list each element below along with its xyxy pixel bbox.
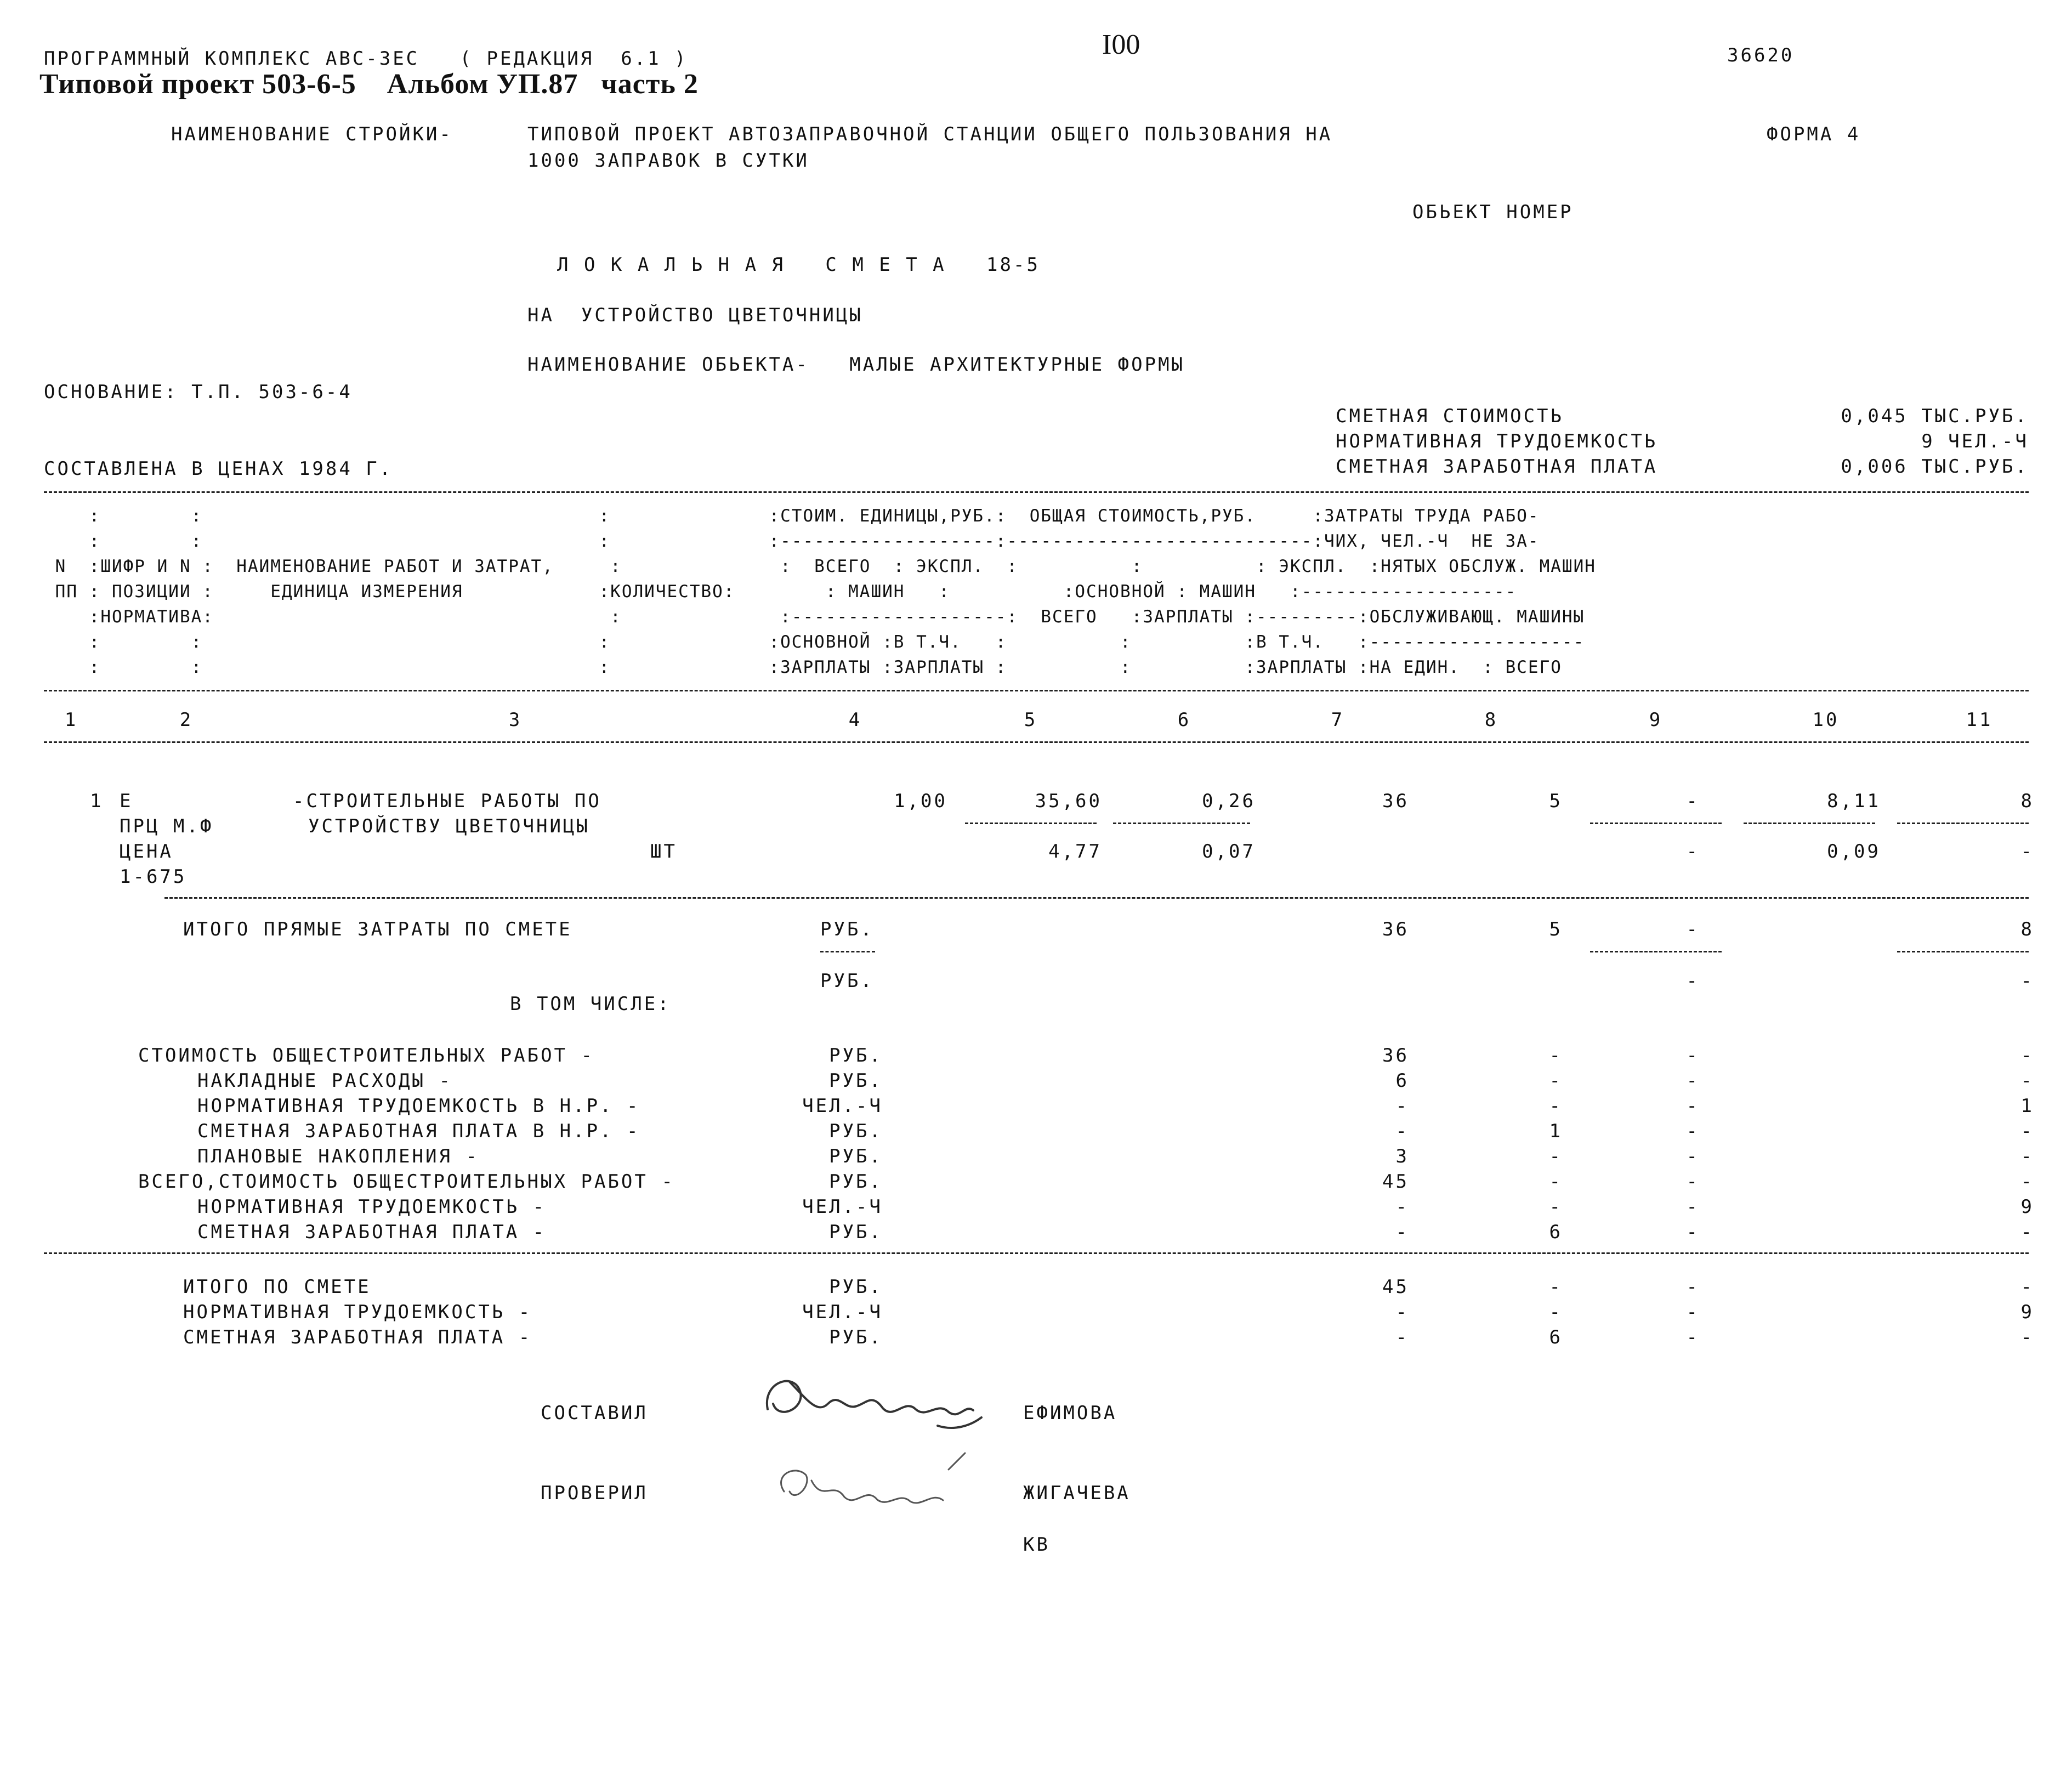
summary-value-labor: 9 ЧЕЛ.-Ч <box>1921 430 2029 452</box>
row-label: ПЛАНОВЫЕ НАКОПЛЕНИЯ - <box>197 1145 479 1167</box>
summary-label-salary: СМЕТНАЯ ЗАРАБОТНАЯ ПЛАТА <box>1336 456 1658 478</box>
col-number: 11 <box>1966 709 1993 731</box>
signature-efimova <box>757 1360 998 1442</box>
item-maint-total: - <box>2020 841 2034 863</box>
row-label: СМЕТНАЯ ЗАРАБОТНАЯ ПЛАТА - <box>183 1326 532 1348</box>
col-number: 7 <box>1331 709 1345 731</box>
row-machine: - <box>1686 1326 1700 1348</box>
row-machine: - <box>1686 1171 1700 1193</box>
row-machine: - <box>1686 1276 1700 1298</box>
row-total: - <box>1395 1196 1409 1218</box>
summary-label-cost: СМЕТНАЯ СТОИМОСТЬ <box>1336 405 1564 427</box>
object-name: НАИМЕНОВАНИЕ ОБЬЕКТА- МАЛЫЕ АРХИТЕКТУРНЫЕ ФОРМЫ <box>527 354 1185 376</box>
item-name: УСТРОЙСТВУ ЦВЕТОЧНИЦЫ <box>308 815 590 837</box>
direct-costs-machine: - <box>1686 918 1700 940</box>
row-base-salary: 6 <box>1549 1326 1563 1348</box>
col-number: 3 <box>508 709 523 731</box>
summary-label-labor: НОРМАТИВНАЯ ТРУДОЕМКОСТЬ <box>1336 430 1658 452</box>
row-labor: 1 <box>2020 1095 2034 1117</box>
row-base-salary: - <box>1549 1196 1563 1218</box>
row-unit: РУБ. <box>829 1070 883 1092</box>
construction-label: НАИМЕНОВАНИЕ СТРОЙКИ- <box>171 123 453 145</box>
row-labor: - <box>2020 1171 2034 1193</box>
row-unit: ЧЕЛ.-Ч <box>802 1196 883 1218</box>
row-label: СТОИМОСТЬ ОБЩЕСТРОИТЕЛЬНЫХ РАБОТ - <box>138 1045 594 1067</box>
item-total: 36 <box>1382 790 1409 812</box>
col-number: 4 <box>848 709 862 731</box>
row-total: 6 <box>1395 1070 1409 1092</box>
initials: КВ <box>1023 1534 1050 1556</box>
row-unit: РУБ. <box>829 1326 883 1348</box>
header-line: : : : :СТОИМ. ЕДИНИЦЫ,РУБ.: ОБЩАЯ СТОИМОСТЬ,РУБ. :ЗАТРАТЫ ТРУДА РАБО- <box>44 506 1540 526</box>
construction-name-2: 1000 ЗАПРАВОК В СУТКИ <box>527 150 809 172</box>
row-labor: 9 <box>2020 1301 2034 1323</box>
row-labor: - <box>2020 1070 2034 1092</box>
separator-line <box>44 741 2029 743</box>
row-total: - <box>1395 1221 1409 1243</box>
row-machine: - <box>1686 1145 1700 1167</box>
including-label: В ТОМ ЧИСЛЕ: <box>510 993 671 1015</box>
item-labor-total: 8 <box>2020 790 2034 812</box>
separator-line <box>44 1252 2029 1254</box>
item-name: -СТРОИТЕЛЬНЫЕ РАБОТЫ ПО <box>293 790 601 812</box>
composed-by-name: ЕФИМОВА <box>1023 1402 1117 1424</box>
row-machine: - <box>1686 1120 1700 1142</box>
col-number: 10 <box>1812 709 1840 731</box>
row-base-salary: - <box>1549 1276 1563 1298</box>
row-label: ИТОГО ПО СМЕТЕ <box>183 1276 371 1298</box>
row-unit: ЧЕЛ.-Ч <box>802 1301 883 1323</box>
checked-by-name: ЖИГАЧЕВА <box>1023 1482 1131 1504</box>
summary-value-salary: 0,006 ТЫС.РУБ. <box>1841 456 2029 478</box>
row-base-salary: - <box>1549 1045 1563 1067</box>
row-total: 36 <box>1382 1045 1409 1067</box>
row-base-salary: - <box>1549 1171 1563 1193</box>
project-line: Типовой проект 503-6-5 Альбом УП.87 часть 2 <box>39 69 699 100</box>
item-machine-salary: - <box>1686 841 1700 863</box>
row-unit: РУБ. <box>829 1221 883 1243</box>
row-machine: - <box>1686 1095 1700 1117</box>
row-total: 3 <box>1395 1145 1409 1167</box>
separator-line <box>44 491 2029 493</box>
row-total: - <box>1395 1120 1409 1142</box>
doc-number: 36620 <box>1727 44 1795 66</box>
col-number: 6 <box>1177 709 1191 731</box>
row-machine: - <box>1686 1045 1700 1067</box>
col-number: 2 <box>179 709 194 731</box>
item-unit-machine-salary: 0,07 <box>1202 841 1256 863</box>
row-label: СМЕТНАЯ ЗАРАБОТНАЯ ПЛАТА В Н.Р. - <box>197 1120 640 1142</box>
separator-line <box>44 690 2029 691</box>
item-unit-total: 35,60 <box>1035 790 1102 812</box>
estimate-subject: НА УСТРОЙСТВО ЦВЕТОЧНИЦЫ <box>527 304 863 326</box>
row-base-salary: 1 <box>1549 1120 1563 1142</box>
row-unit: РУБ. <box>829 1045 883 1067</box>
row-unit: РУБ. <box>829 1145 883 1167</box>
header-line: :НОРМАТИВА: : :-------------------: ВСЕГО :ЗАРПЛАТЫ :---------:ОБСЛУЖИВАЮЩ. МАШИНЫ <box>44 607 1585 627</box>
item-code: Е <box>120 790 133 812</box>
header-line: N :ШИФР И N : НАИМЕНОВАНИЕ РАБОТ И ЗАТРАТ, : : ВСЕГО : ЭКСПЛ. : : : ЭКСПЛ. :НЯТЫХ ОБСЛУЖ. МАШИН <box>44 557 1596 576</box>
item-maint-unit: 0,09 <box>1827 841 1881 863</box>
direct-costs-base-salary: 5 <box>1549 918 1563 940</box>
separator-line <box>1590 951 1722 952</box>
row-label: ВСЕГО,СТОИМОСТЬ ОБЩЕСТРОИТЕЛЬНЫХ РАБОТ - <box>138 1171 675 1193</box>
row-unit: РУБ. <box>829 1276 883 1298</box>
row-base-salary: - <box>1549 1301 1563 1323</box>
row-labor: - <box>2020 1145 2034 1167</box>
signature-zhigacheva <box>768 1448 998 1524</box>
row-label: НОРМАТИВНАЯ ТРУДОЕМКОСТЬ - <box>183 1301 532 1323</box>
row-labor: - <box>2020 1120 2034 1142</box>
col-number: 9 <box>1649 709 1663 731</box>
row-total: 45 <box>1382 1276 1409 1298</box>
row-base-salary: - <box>1549 1070 1563 1092</box>
summary-value-cost: 0,045 ТЫС.РУБ. <box>1841 405 2029 427</box>
item-code: ЦЕНА <box>120 841 173 863</box>
row-base-salary: - <box>1549 1095 1563 1117</box>
row-unit: РУБ. <box>829 1171 883 1193</box>
checked-by-label: ПРОВЕРИЛ <box>541 1482 648 1504</box>
header-line: ПП : ПОЗИЦИИ : ЕДИНИЦА ИЗМЕРЕНИЯ :КОЛИЧЕСТВО: : МАШИН : :ОСНОВНОЙ : МАШИН :------------------- <box>44 582 1517 602</box>
row-label: СМЕТНАЯ ЗАРАБОТНАЯ ПЛАТА - <box>197 1221 547 1243</box>
estimate-title: Л О К А Л Ь Н А Я С М Е Т А 18-5 <box>557 254 1040 276</box>
row-labor: 9 <box>2020 1196 2034 1218</box>
separator-line <box>965 823 1097 824</box>
direct-costs-label: ИТОГО ПРЯМЫЕ ЗАТРАТЫ ПО СМЕТЕ <box>183 918 572 940</box>
direct-costs-unit: РУБ. <box>820 918 874 940</box>
col-number: 1 <box>64 709 78 731</box>
composed-by-label: СОСТАВИЛ <box>541 1402 648 1424</box>
row-labor: - <box>2020 1276 2034 1298</box>
row-label: НОРМАТИВНАЯ ТРУДОЕМКОСТЬ - <box>197 1196 547 1218</box>
item-machine: - <box>1686 790 1700 812</box>
row-label: НОРМАТИВНАЯ ТРУДОЕМКОСТЬ В Н.Р. - <box>197 1095 640 1117</box>
row-unit: РУБ. <box>829 1120 883 1142</box>
row-machine: - <box>1686 1221 1700 1243</box>
row-unit: ЧЕЛ.-Ч <box>802 1095 883 1117</box>
col-number: 8 <box>1484 709 1498 731</box>
object-number: ОБЬЕКТ НОМЕР <box>1412 201 1574 223</box>
row-total: - <box>1395 1301 1409 1323</box>
row-labor: - <box>2020 1221 2034 1243</box>
row-labor: - <box>2020 1326 2034 1348</box>
row-machine: - <box>1686 1301 1700 1323</box>
row-label: НАКЛАДНЫЕ РАСХОДЫ - <box>197 1070 452 1092</box>
direct-costs-unit: РУБ. <box>820 970 874 992</box>
separator-line <box>1113 823 1250 824</box>
item-unit: ШТ <box>650 841 677 863</box>
row-total: - <box>1395 1326 1409 1348</box>
separator-line <box>1590 823 1722 824</box>
basis: ОСНОВАНИЕ: Т.П. 503-6-4 <box>44 381 353 403</box>
direct-costs-total: 36 <box>1382 918 1409 940</box>
header-line: : : : :ЗАРПЛАТЫ :ЗАРПЛАТЫ : : :ЗАРПЛАТЫ :НА ЕДИН. : ВСЕГО <box>44 657 1562 677</box>
col-number: 5 <box>1024 709 1038 731</box>
separator-line <box>1897 951 2029 952</box>
row-labor: - <box>2020 1045 2034 1067</box>
separator-line <box>1897 823 2029 824</box>
item-number: 1 <box>90 790 104 812</box>
item-unit-base-salary: 4,77 <box>1048 841 1102 863</box>
item-labor-unit: 8,11 <box>1827 790 1881 812</box>
direct-costs-maint: - <box>2020 970 2034 992</box>
item-unit-machine: 0,26 <box>1202 790 1256 812</box>
row-machine: - <box>1686 1196 1700 1218</box>
program-line: ПРОГРАММНЫЙ КОМПЛЕКС АВС-ЗЕС ( РЕДАКЦИЯ 6.1 ) <box>44 48 688 70</box>
separator-line <box>820 951 875 952</box>
item-code: 1-675 <box>120 866 187 888</box>
form-number: ФОРМА 4 <box>1767 123 1861 145</box>
row-base-salary: - <box>1549 1145 1563 1167</box>
row-total: 45 <box>1382 1171 1409 1193</box>
separator-line <box>1744 823 1875 824</box>
row-total: - <box>1395 1095 1409 1117</box>
item-base-salary: 5 <box>1549 790 1563 812</box>
direct-costs-labor: 8 <box>2020 918 2034 940</box>
item-quantity: 1,00 <box>894 790 947 812</box>
direct-costs-machine-salary: - <box>1686 970 1700 992</box>
page-number: I00 <box>1102 29 1140 60</box>
row-machine: - <box>1686 1070 1700 1092</box>
header-line: : : : :-------------------:---------------------------:ЧИХ, ЧЕЛ.-Ч НЕ ЗА- <box>44 531 1540 551</box>
row-base-salary: 6 <box>1549 1221 1563 1243</box>
item-code: ПРЦ М.Ф <box>120 815 214 837</box>
construction-name-1: ТИПОВОЙ ПРОЕКТ АВТОЗАПРАВОЧНОЙ СТАНЦИИ ОБЩЕГО ПОЛЬЗОВАНИЯ НА <box>527 123 1333 145</box>
header-line: : : : :ОСНОВНОЙ :В Т.Ч. : : :В Т.Ч. :------------------- <box>44 632 1585 652</box>
separator-line <box>164 897 2029 899</box>
price-level: СОСТАВЛЕНА В ЦЕНАХ 1984 Г. <box>44 458 393 480</box>
